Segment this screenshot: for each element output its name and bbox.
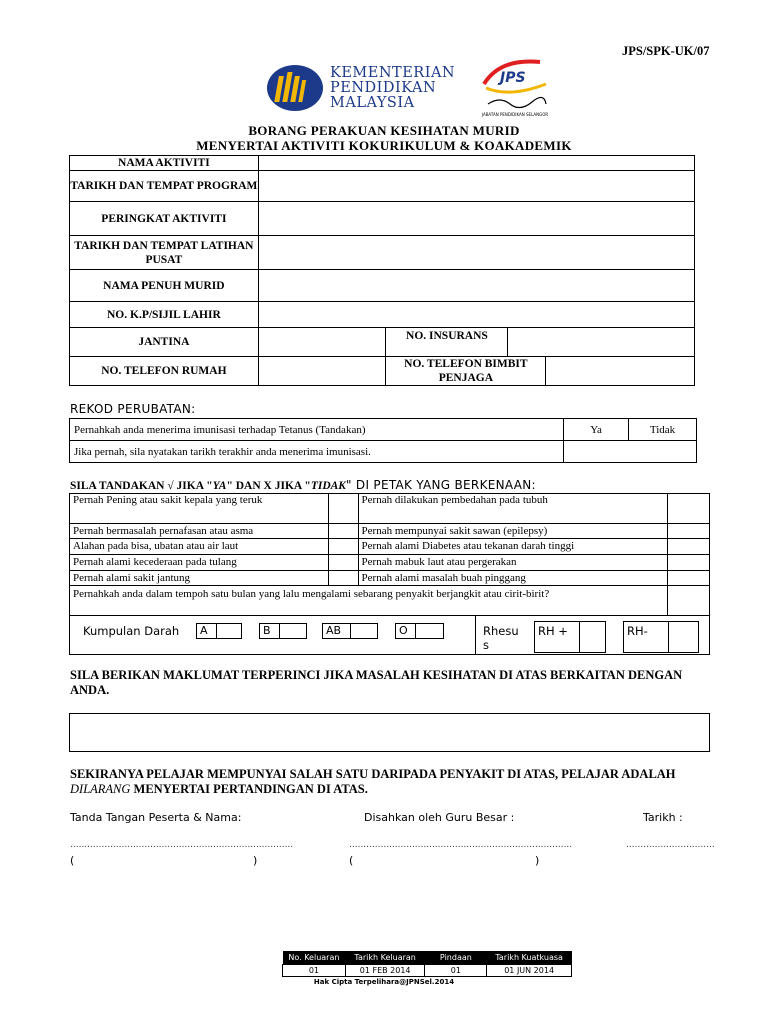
condition-checkbox[interactable] bbox=[328, 494, 358, 524]
rhesus-label bbox=[483, 624, 519, 652]
label-nama-murid: NAMA PENUH MURID bbox=[70, 270, 259, 302]
condition-label: Pernah Pening atau sakit kepala yang teruk bbox=[70, 494, 329, 524]
tetanus-ya-option[interactable]: Ya bbox=[564, 419, 629, 441]
condition-label: Pernah alami sakit jantung bbox=[70, 571, 329, 586]
instruction-tidak: TIDAK bbox=[310, 480, 346, 492]
instruction-part-2: " DAN X JIKA " bbox=[226, 480, 311, 492]
jps-logo-icon bbox=[480, 54, 550, 120]
label-telefon-rumah: NO. TELEFON RUMAH bbox=[70, 357, 259, 386]
condition-label: Pernah mabuk laut atau pergerakan bbox=[358, 555, 668, 571]
footer-value-tarikh-kuatkuasa: 01 JUN 2014 bbox=[487, 964, 572, 976]
detail-heading: SILA BERIKAN MAKLUMAT TERPERINCI JIKA MASALAH KESIHATAN DI ATAS BERKAITAN DENGAN ANDA. bbox=[70, 668, 683, 697]
condition-label: Pernah mempunyai sakit sawan (epilepsy) bbox=[358, 524, 668, 539]
condition-label: Pernah bermasalah pernafasan atau asma bbox=[70, 524, 329, 539]
footer-header-tarikh-kuatkuasa: Tarikh Kuatkuasa bbox=[487, 951, 572, 964]
footer-header-keluaran: No. Keluaran bbox=[283, 951, 346, 964]
headmaster-name-open-paren: ( bbox=[349, 854, 354, 867]
headmaster-signature-line[interactable]: .............................................................................. bbox=[349, 840, 573, 850]
ministry-line-2: PENDIDIKAN bbox=[330, 80, 437, 96]
footer-value-tarikh-keluaran: 01 FEB 2014 bbox=[345, 964, 425, 976]
condition-checkbox[interactable] bbox=[668, 571, 710, 586]
eligibility-warning bbox=[70, 767, 760, 797]
tetanus-question: Pernahkah anda menerima imunisasi terhadap Tetanus (Tandakan) bbox=[70, 419, 564, 441]
label-insurans: NO. INSURANS bbox=[386, 328, 508, 357]
blood-type-b-label: B bbox=[260, 624, 280, 638]
medical-record-table bbox=[69, 418, 697, 463]
participant-signature-line[interactable]: .............................................................................. bbox=[70, 840, 294, 850]
participant-name-open-paren: ( bbox=[70, 854, 75, 867]
label-nama-aktiviti: NAMA AKTIVITI bbox=[70, 156, 259, 171]
footer-value-pindaan: 01 bbox=[425, 964, 487, 976]
field-nama-murid[interactable] bbox=[258, 270, 694, 302]
field-jantina[interactable] bbox=[258, 328, 386, 357]
condition-checkbox[interactable] bbox=[328, 524, 358, 539]
field-telefon-bimbit[interactable] bbox=[546, 357, 695, 386]
health-conditions-table bbox=[69, 493, 710, 616]
label-kp: NO. K.P/SIJIL LAHIR bbox=[70, 302, 259, 328]
condition-checkbox[interactable] bbox=[668, 555, 710, 571]
condition-label: Pernah alami kecederaan pada tulang bbox=[70, 555, 329, 571]
blood-type-a-label: A bbox=[197, 624, 217, 638]
infectious-checkbox[interactable] bbox=[668, 586, 710, 616]
footer-header-pindaan: Pindaan bbox=[425, 951, 487, 964]
instruction-part-1: SILA TANDAKAN √ JIKA " bbox=[70, 480, 213, 492]
warning-part-2: MENYERTAI PERTANDINGAN DI ATAS. bbox=[133, 782, 368, 796]
condition-checkbox[interactable] bbox=[668, 494, 710, 524]
ministry-line-1: KEMENTERIAN bbox=[330, 65, 456, 81]
condition-label: Pernah alami Diabetes atau tekanan darah tinggi bbox=[358, 539, 668, 555]
jps-logo-text: JPS bbox=[500, 70, 526, 86]
label-peringkat: PERINGKAT AKTIVITI bbox=[70, 202, 259, 236]
footer-value-keluaran: 01 bbox=[283, 964, 346, 976]
field-kp[interactable] bbox=[258, 302, 694, 328]
condition-label: Pernah dilakukan pembedahan pada tubuh bbox=[358, 494, 668, 524]
field-insurans[interactable] bbox=[508, 328, 695, 357]
participant-name-close-paren: ) bbox=[253, 854, 258, 867]
blood-type-row bbox=[69, 615, 710, 655]
rh-positive-box[interactable] bbox=[534, 621, 606, 653]
label-telefon-bimbit: NO. TELEFON BIMBIT PENJAGA bbox=[386, 357, 546, 386]
blood-type-b-box[interactable] bbox=[259, 623, 307, 639]
condition-label: Pernah alami masalah buah pinggang bbox=[358, 571, 668, 586]
document-control-table bbox=[282, 951, 572, 977]
blood-type-ab-box[interactable] bbox=[322, 623, 378, 639]
label-tarikh-latihan: TARIKH DAN TEMPAT LATIHAN PUSAT bbox=[70, 236, 259, 270]
condition-checkbox[interactable] bbox=[668, 524, 710, 539]
warning-dilarang: DILARANG bbox=[70, 782, 131, 796]
blood-type-label: Kumpulan Darah bbox=[83, 624, 180, 638]
signature-headmaster-label: Disahkan oleh Guru Besar : bbox=[364, 811, 515, 824]
divider bbox=[475, 615, 476, 654]
rh-negative-box[interactable] bbox=[623, 621, 699, 653]
warning-part-1: SEKIRANYA PELAJAR MEMPUNYAI SALAH SATU DARIPADA PENYAKIT DI ATAS, PELAJAR ADALAH bbox=[70, 767, 676, 781]
field-tarikh-program[interactable] bbox=[258, 171, 694, 202]
field-peringkat[interactable] bbox=[258, 202, 694, 236]
condition-checkbox[interactable] bbox=[668, 539, 710, 555]
blood-type-o-box[interactable] bbox=[395, 623, 444, 639]
checkbox-instruction bbox=[70, 478, 536, 492]
rhesus-label-line-2: s bbox=[483, 638, 489, 652]
footer-header-tarikh-keluaran: Tarikh Keluaran bbox=[345, 951, 425, 964]
blood-type-a-box[interactable] bbox=[196, 623, 242, 639]
instruction-part-3: " DI PETAK YANG BERKENAAN: bbox=[345, 478, 536, 492]
date-line[interactable]: ............................... bbox=[626, 840, 715, 850]
tetanus-tidak-option[interactable]: Tidak bbox=[629, 419, 697, 441]
date-label: Tarikh : bbox=[643, 811, 683, 824]
health-detail-textbox[interactable] bbox=[69, 713, 710, 752]
medical-record-heading: REKOD PERUBATAN: bbox=[70, 402, 196, 416]
condition-checkbox[interactable] bbox=[328, 571, 358, 586]
tetanus-date-question: Jika pernah, sila nyatakan tarikh terakhir anda menerima imunisasi. bbox=[70, 441, 564, 463]
field-tarikh-latihan[interactable] bbox=[258, 236, 694, 270]
field-telefon-rumah[interactable] bbox=[258, 357, 386, 386]
condition-checkbox[interactable] bbox=[328, 539, 358, 555]
blood-type-ab-label: AB bbox=[323, 624, 351, 638]
signature-participant-label: Tanda Tangan Peserta & Nama: bbox=[70, 811, 242, 824]
form-title-line-2: MENYERTAI AKTIVITI KOKURIKULUM & KOAKADEMIK bbox=[196, 138, 572, 153]
document-code: JPS/SPK-UK/07 bbox=[622, 44, 710, 58]
rhesus-label-line-1: Rhesu bbox=[483, 624, 519, 638]
ministry-name bbox=[330, 66, 455, 111]
label-jantina: JANTINA bbox=[70, 328, 259, 357]
form-title-line-1: BORANG PERAKUAN KESIHATAN MURID bbox=[248, 123, 520, 138]
rh-positive-label: RH + bbox=[535, 622, 580, 652]
student-info-table bbox=[69, 155, 695, 386]
ministry-line-3: MALAYSIA bbox=[330, 95, 415, 111]
infectious-question: Pernahkah anda dalam tempoh satu bulan yang lalu mengalami sebarang penyakit berjangkit atau cirit-birit? bbox=[70, 586, 668, 616]
label-tarikh-program: TARIKH DAN TEMPAT PROGRAM bbox=[70, 171, 259, 202]
condition-checkbox[interactable] bbox=[328, 555, 358, 571]
rh-negative-label: RH- bbox=[624, 622, 669, 652]
blood-type-o-label: O bbox=[396, 624, 416, 638]
condition-label: Alahan pada bisa, ubatan atau air laut bbox=[70, 539, 329, 555]
jps-subtext: JABATAN PENDIDIKAN SELANGOR bbox=[481, 112, 549, 117]
kpm-logo-icon bbox=[266, 64, 324, 112]
copyright-notice: Hak Cipta Terpelihara@JPNSel.2014 bbox=[313, 978, 455, 986]
field-nama-aktiviti[interactable] bbox=[258, 156, 694, 171]
instruction-ya: YA bbox=[212, 480, 227, 492]
field-tetanus-date[interactable] bbox=[564, 441, 697, 463]
headmaster-name-close-paren: ) bbox=[535, 854, 540, 867]
